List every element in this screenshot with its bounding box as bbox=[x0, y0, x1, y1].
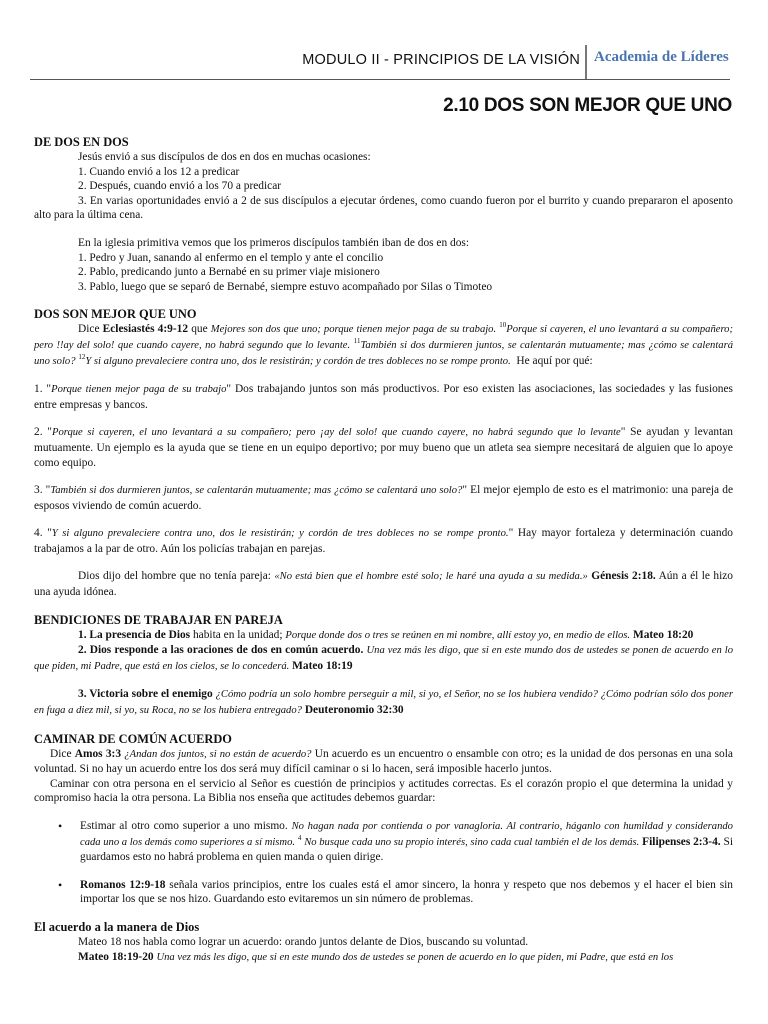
list-item: 3. En varias oportunidades envió a 2 de sus discípulos a ejecutar órdenes, como cuando fueron por el burrito y cuando prepararon el aposento alto para la última cena. bbox=[34, 194, 733, 222]
document-body bbox=[34, 135, 733, 965]
paragraph: Caminar con otra persona en el servicio al Señor es cuestión de principios y actitudes correctas. Es el corazón propio el que determina la unidad y compromiso hacia la otra persona. La Biblia nos enseña que actitudes debemos guardar: bbox=[34, 777, 733, 805]
section-heading-bendiciones: BENDICIONES DE TRABAJAR EN PAREJA bbox=[34, 612, 283, 627]
paragraph: Mateo 18 nos habla como lograr un acuerdo: orando juntos delante de Dios, buscando su voluntad. bbox=[78, 935, 529, 948]
point-1: 1. "Porque tienen mejor paga de su trabajo" Dos trabajando juntos son más productivos. Por eso existen las asociaciones, las sociedades y las fusiones entre empresas y bancos. bbox=[34, 383, 733, 411]
blessing-2: 2. Dios responde a las oraciones de dos en común acuerdo. Una vez más les digo, que si en este mundo dos de ustedes se ponen de acuerdo en lo que piden, mi Padre, que está en los cielos, se lo concederá. Mateo 18:19 bbox=[34, 644, 733, 672]
section-heading-de-dos-en-dos: DE DOS EN DOS bbox=[34, 135, 129, 149]
list-item: 2. Después, cuando envió a los 70 a predicar bbox=[78, 180, 282, 193]
bullet-item: • Estimar al otro como superior a uno mismo. No hagan nada por contienda o por vanagloria. Al contrario, háganlo con humildad y considerando cada uno a los demás como superiores a sí mismo. $^4$ No busque cada uno su propio interés, sino cada cual también el de los demás. Filipenses 2:3-4. Si guardamos esto no habrá problema en quien manda o quien dirige. bbox=[34, 819, 733, 865]
section-heading-acuerdo: El acuerdo a la manera de Dios bbox=[34, 919, 200, 934]
list-item: 1. Cuando envió a los 12 a predicar bbox=[78, 165, 240, 178]
point-2: 2. "Porque si cayeren, el uno levantará a su compañero; pero ¡ay del solo! que cuando cayere, no habrá segundo que lo levante" Se ayudan y levantan mutuamente. Un ejemplo es la ayuda que se tiene en un equipo deportivo; por muy bueno que un atleta sea siempre necesitará de alguien que lo apoye como equipo. bbox=[34, 426, 734, 469]
amos-paragraph: Dice Amos 3:3 ¿Andan dos juntos, si no están de acuerdo? Un acuerdo es un encuentro o ensamble con otro; es la unidad de dos personas en una sola voluntad. Si no hay un acuerdo entre los dos será muy difícil caminar o si lo hacen, será imposible hacerlo juntos. bbox=[34, 747, 733, 776]
list-item: 2. Pablo, predicando junto a Bernabé en su primer viaje misionero bbox=[78, 266, 380, 279]
mateo-paragraph: Mateo 18:19-20 Una vez más les digo, que si en este mundo dos de ustedes se ponen de acuerdo en lo que piden, mi Padre, que está en los bbox=[78, 950, 674, 963]
bullet-icon: • bbox=[58, 877, 63, 892]
bullet-icon: • bbox=[58, 819, 63, 833]
genesis-paragraph: Dios dijo del hombre que no tenía pareja: «No está bien que el hombre esté solo; le haré una ayuda a su medida.» Génesis 2:18. Aún a él le hizo una ayuda idónea. bbox=[34, 570, 734, 599]
list-item: 3. Pablo, luego que se separó de Bernabé, siempre estuvo acompañado por Silas o Timoteo bbox=[78, 280, 493, 293]
point-4: 4. "Y si alguno prevaleciere contra uno, dos le resistirán; y cordón de tres dobleces no se rompe pronto." Hay mayor fortaleza y determinación cuando trabajamos a la par de otro. Aún los policías trabajan en parejas. bbox=[34, 527, 733, 555]
point-3: 3. "También si dos durmieren juntos, se calentarán mutuamente; mas ¿cómo se calentará uno solo?" El mejor ejemplo de esto es el matrimonio: una pareja de esposos viviendo de común acuerdo. bbox=[34, 484, 734, 512]
module-title: MODULO II - PRINCIPIOS DE LA VISIÓN bbox=[302, 52, 580, 68]
paragraph: Jesús envió a sus discípulos de dos en dos en muchas ocasiones: bbox=[78, 151, 371, 163]
bullet-item: • Romanos 12:9-18 señala varios principios, entre los cuales está el amor sincero, la honra y respeto que nos debemos y el hacer el bien sin importar los que se nos hizo. Guardando esto evitaremos un sin número de problemas. bbox=[34, 878, 733, 907]
section-heading-dos-son-mejor: DOS SON MEJOR QUE UNO bbox=[34, 307, 197, 322]
academy-name: Academia de Líderes bbox=[594, 49, 729, 65]
paragraph: En la iglesia primitiva vemos que los primeros discípulos también iban de dos en dos: bbox=[78, 236, 470, 249]
header-rule bbox=[30, 79, 730, 80]
page-title: 2.10 DOS SON MEJOR QUE UNO bbox=[443, 95, 732, 116]
scripture-paragraph: Dice Eclesiastés 4:9-12 que Mejores son dos que uno; porque tienen mejor paga de su trabajo. $^{10}$Porque si cayeren, el uno levantará a su compañero; pero !!ay del solo! que cuando cayere, no habrá segundo que lo levante. $^{11}$También si dos durmieren juntos, se calentarán mutuamente; mas ¿cómo se calentará uno solo? $^{12}$Y si alguno prevaleciere contra uno, dos le resistirán; y cordón de tres dobleces no se rompe pronto. He aquí por qué: bbox=[34, 321, 733, 367]
section-heading-caminar: CAMINAR DE COMÚN ACUERDO bbox=[34, 731, 232, 746]
blessing-3: 3. Victoria sobre el enemigo ¿Cómo podría un solo hombre perseguir a mil, si yo, el Señor, no se los hubiera vendido? ¿Cómo podrían sólo dos poner en fuga a diez mil, si yo, su Roca, no se los hubiera entregado? Deuteronomio 32:30 bbox=[34, 688, 733, 717]
page-header bbox=[0, 45, 768, 79]
header-separator bbox=[585, 45, 587, 79]
blessing-1: 1. La presencia de Dios habita en la unidad; Porque donde dos o tres se reúnen en mi nombre, allí estoy yo, en medio de ellos. Mateo 18:20 bbox=[78, 628, 694, 641]
list-item: 1. Pedro y Juan, sanando al enfermo en el templo y ante el concilio bbox=[78, 251, 384, 264]
